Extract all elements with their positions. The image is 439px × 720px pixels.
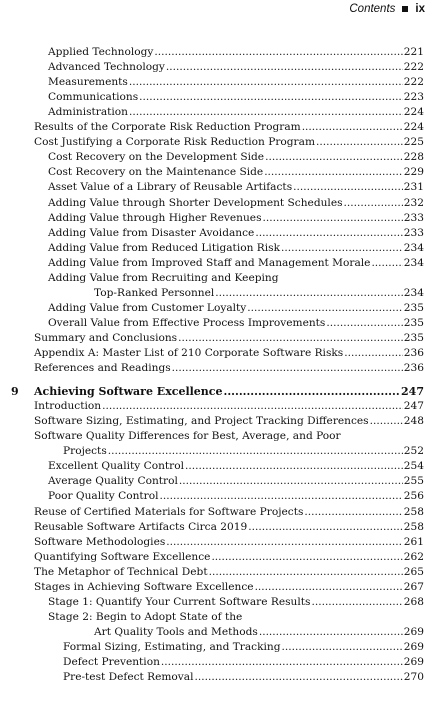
toc-entry-label: Excellent Quality Control [48, 460, 185, 473]
dot-leader [263, 211, 403, 226]
toc-entry [48, 474, 424, 489]
dot-leader [224, 384, 401, 399]
toc-entry [48, 90, 424, 105]
dot-leader [129, 75, 403, 90]
toc-entry-label: Defect Prevention [63, 656, 160, 668]
dot-leader [178, 331, 403, 346]
toc-entry [34, 135, 424, 150]
dot-leader [161, 655, 403, 670]
dot-leader [344, 346, 403, 361]
toc-entry-page: 231 [403, 181, 424, 194]
toc-entry-page: 261 [403, 535, 424, 548]
toc-entry-label: Software Methodologies [34, 535, 166, 548]
toc-entry-page: 262 [403, 550, 424, 563]
toc-entry [48, 271, 424, 286]
toc-entry [94, 286, 424, 301]
toc-entry-label: Advanced Technology [48, 61, 165, 74]
toc-entry-label: Adding Value from Customer Loyalty [48, 301, 247, 314]
toc-entry-page: 236 [403, 347, 424, 359]
toc-chapter-entry [34, 384, 424, 399]
toc-entry-label: Introduction [34, 400, 102, 413]
dot-leader [102, 399, 403, 414]
toc-entry [48, 165, 424, 180]
toc-entry-page: 234 [403, 286, 424, 299]
toc-entry-label: Adding Value from Disaster Avoidance [48, 226, 255, 239]
toc-entry-page: 229 [403, 166, 424, 179]
toc-entry-label: Adding Value from Improved Staff and Management Morale [48, 256, 371, 269]
toc-entry [34, 429, 424, 444]
toc-entry-label: Applied Technology [48, 46, 154, 58]
toc-entry-page: 224 [403, 106, 424, 119]
toc-entry-page: 225 [403, 136, 424, 149]
toc-entry [63, 655, 424, 670]
toc-entry-page: 258 [403, 505, 424, 518]
toc-entry-label: Stage 1: Quantify Your Current Software Results [48, 595, 311, 608]
toc-entry-label: Software Sizing, Estimating, and Project Tracking Differences [34, 415, 369, 428]
dot-leader [344, 196, 403, 211]
toc-entry-page: 222 [403, 76, 424, 89]
toc-entry [48, 256, 424, 271]
toc-entry-label: Adding Value through Higher Revenues [48, 211, 262, 224]
toc-entry-page: 270 [403, 671, 424, 684]
toc-entry-label: Formal Sizing, Estimating, and Tracking [63, 640, 281, 653]
toc-entry [34, 414, 424, 429]
dot-leader [139, 90, 403, 105]
toc-entry [34, 361, 424, 376]
toc-entry [34, 520, 424, 535]
toc-entry [34, 331, 424, 346]
toc-entry-page: 265 [403, 565, 424, 578]
toc-entry-label: References and Readings [34, 362, 171, 375]
toc-entry-label: Achieving Software Excellence [34, 385, 223, 399]
toc-entry-label: The Metaphor of Technical Debt [34, 565, 208, 578]
dot-leader [316, 135, 403, 150]
dot-leader [259, 625, 403, 640]
toc-entry-page: 255 [403, 475, 424, 488]
dot-leader [166, 535, 402, 550]
dot-leader [108, 444, 403, 459]
dot-leader [209, 565, 403, 580]
dot-leader [255, 226, 402, 241]
toc-entry [34, 580, 424, 595]
toc-entry [48, 180, 424, 195]
dot-leader [326, 316, 402, 331]
dot-leader [293, 180, 403, 195]
page-number: ix [415, 3, 425, 15]
toc-entry [48, 150, 424, 165]
toc-entry-label: Software Quality Differences for Best, Average, and Poor [34, 430, 341, 443]
dot-leader [247, 301, 402, 316]
toc-entry-page: 268 [403, 595, 424, 608]
toc-entry [48, 196, 424, 211]
chapter-number: 9 [11, 385, 19, 399]
toc-entry [48, 105, 424, 120]
toc-entry-page: 223 [403, 91, 424, 104]
toc-entry-page: 267 [403, 580, 424, 593]
dot-leader [166, 60, 403, 75]
toc-entry [48, 211, 424, 226]
toc-entry [48, 316, 424, 331]
toc-entry-page: 258 [403, 520, 424, 533]
dot-leader [248, 520, 403, 535]
toc-entry [63, 670, 424, 685]
dot-leader [154, 45, 402, 60]
toc-entry-page: 252 [403, 445, 424, 458]
toc-entry-label: Pre-test Defect Removal [63, 671, 194, 684]
toc-entry-label: Adding Value from Reduced Litigation Risk [48, 241, 280, 254]
toc-entry-page: 248 [403, 415, 424, 428]
toc-entry-label: Measurements [48, 76, 128, 89]
dot-leader [215, 286, 402, 301]
toc-entry-page: 236 [403, 362, 424, 375]
dot-leader [129, 105, 403, 120]
toc-entry-label: Average Quality Control [48, 475, 178, 488]
toc-entry [48, 60, 424, 75]
toc-entry-label: Quantifying Software Excellence [34, 550, 211, 563]
toc-entry [34, 399, 424, 414]
toc-entry-label: Communications [48, 91, 139, 104]
dot-leader [371, 256, 402, 271]
toc-entry-label: Overall Value from Effective Process Improvements [48, 316, 326, 329]
toc-entry [48, 610, 424, 625]
running-header [349, 3, 425, 15]
toc-entry-page: 224 [403, 121, 424, 134]
dot-leader [311, 595, 402, 610]
dot-leader [195, 670, 403, 685]
dot-leader [211, 550, 402, 565]
toc-entry-label: Cost Recovery on the Development Side [48, 151, 265, 164]
toc-entry [48, 241, 424, 256]
toc-entry-label: Cost Recovery on the Maintenance Side [48, 166, 264, 179]
toc-entry-page: 233 [403, 226, 424, 239]
dot-leader [281, 241, 403, 256]
toc-entry-label: Top-Ranked Personnel [94, 286, 215, 299]
toc-entry [48, 459, 424, 474]
toc-entry-label: Art Quality Tools and Methods [94, 625, 258, 638]
toc-entry [34, 505, 424, 520]
toc-entry-page: 222 [403, 61, 424, 74]
toc-entry-page: 235 [403, 331, 424, 344]
dot-leader [302, 120, 403, 135]
toc-entry-page: 256 [403, 490, 424, 503]
toc-entry-label: Results of the Corporate Risk Reduction Program [34, 121, 301, 134]
toc-entry-page: 269 [403, 656, 424, 668]
dot-leader [264, 165, 403, 180]
toc-entry-page: 269 [403, 640, 424, 653]
dot-leader [160, 489, 403, 504]
toc-entry-page: 232 [403, 196, 424, 209]
dot-leader [370, 414, 403, 429]
dot-leader [304, 505, 402, 520]
toc-entry [48, 489, 424, 504]
dot-leader [172, 361, 403, 376]
toc-entry [48, 75, 424, 90]
dot-leader [255, 580, 403, 595]
dot-leader [185, 459, 403, 474]
toc-entry-label: Adding Value through Shorter Development Schedules [48, 196, 343, 209]
toc-entry-label: Cost Justifying a Corporate Risk Reduction Program [34, 136, 315, 149]
running-header-title: Contents [349, 3, 396, 15]
toc-entry-label: Stage 2: Begin to Adopt State of the [48, 610, 243, 623]
toc-entry-page: 254 [403, 460, 424, 473]
toc-entry-page: 235 [403, 316, 424, 329]
toc-entry-label: Asset Value of a Library of Reusable Artifacts [48, 181, 293, 194]
toc-entry [34, 120, 424, 135]
toc-entry-page: 269 [403, 625, 424, 638]
toc-entry-label: Appendix A: Master List of 210 Corporate Software Risks [34, 347, 344, 359]
toc-entry-label: Adding Value from Recruiting and Keeping [48, 271, 279, 284]
toc-entry-page: 247 [403, 400, 424, 413]
toc-entry-label: Stages in Achieving Software Excellence [34, 580, 254, 593]
toc-entry-page: 235 [403, 301, 424, 314]
toc-entry-page: 247 [401, 385, 424, 399]
toc-entry [34, 535, 424, 550]
toc-entry-label: Projects [63, 445, 107, 458]
dot-leader [282, 640, 403, 655]
toc-entry [48, 226, 424, 241]
toc-entry [63, 640, 424, 655]
toc-entry-label: Poor Quality Control [48, 490, 159, 503]
toc-entry-label: Administration [48, 106, 128, 119]
dot-leader [265, 150, 403, 165]
toc-entry-label: Reuse of Certified Materials for Software Projects [34, 505, 304, 518]
toc-entry-page: 233 [403, 211, 424, 224]
toc-entry [48, 45, 424, 60]
toc-entry [63, 444, 424, 459]
toc-entry [34, 346, 424, 361]
toc-entry [48, 301, 424, 316]
toc-entry [34, 550, 424, 565]
dot-leader [179, 474, 403, 489]
toc-entry-page: 221 [403, 46, 424, 58]
toc-entry-page: 234 [403, 241, 424, 254]
toc-entry [34, 565, 424, 580]
square-bullet-icon [402, 6, 408, 12]
toc-entry-label: Reusable Software Artifacts Circa 2019 [34, 520, 248, 533]
toc-entry-label: Summary and Conclusions [34, 331, 178, 344]
toc-entry [48, 595, 424, 610]
toc-entry-page: 228 [403, 151, 424, 164]
toc-entry [94, 625, 424, 640]
toc-entry-page: 234 [403, 256, 424, 269]
